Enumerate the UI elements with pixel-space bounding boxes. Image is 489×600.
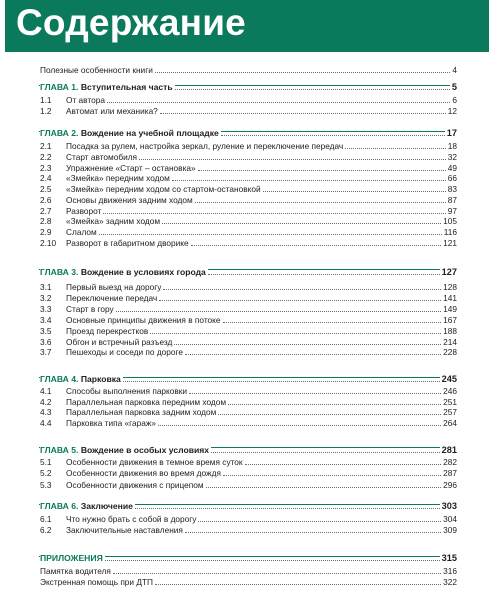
chapter-page-number: 245	[441, 374, 457, 384]
page-number: 309	[443, 525, 457, 535]
section-number: 1.2	[40, 106, 52, 116]
page-number: 251	[443, 397, 457, 407]
section-number: 6.1	[40, 514, 52, 524]
toc-entry	[0, 574, 489, 587]
page-number: 322	[443, 577, 457, 587]
page-number: 167	[443, 315, 457, 325]
leader-dots	[135, 508, 440, 509]
chapter-title	[40, 267, 208, 277]
chapter-page-number: 315	[441, 553, 457, 563]
section-number: 2.10	[40, 238, 57, 248]
entry-title: Проезд перекрестков	[66, 326, 149, 336]
leader-dots	[158, 425, 441, 426]
entry-title: Способы выполнения парковки	[66, 386, 188, 396]
section-number: 2.1	[40, 141, 52, 151]
section-number: 4.4	[40, 418, 52, 428]
leader-dots	[185, 532, 441, 533]
chapter-number: ГЛАВА 6.	[40, 501, 79, 511]
chapter-name: Вождение в условиях города	[80, 267, 206, 277]
chapter-page-number: 17	[446, 128, 457, 138]
entry-title: Заключительные наставления	[66, 525, 183, 535]
page-number: 141	[443, 293, 457, 303]
leader-dots	[155, 72, 450, 73]
entry-title: «Змейка» передним ходом со стартом-остановкой	[66, 184, 261, 194]
section-number: 2.2	[40, 152, 52, 162]
section-number: 3.3	[40, 304, 52, 314]
entry-title: Пешеходы и соседи по дороге	[66, 347, 183, 357]
chapter-number: ГЛАВА 5.	[40, 445, 79, 455]
entry-title: От автора	[66, 95, 105, 105]
chapter-heading	[0, 498, 489, 511]
page-number: 257	[443, 407, 457, 417]
toc-entry	[0, 522, 489, 535]
page-number: 287	[443, 468, 457, 478]
page-number: 6	[452, 95, 457, 105]
toc-entry	[0, 235, 489, 248]
leader-dots	[105, 560, 440, 561]
chapter-number: ГЛАВА 3.	[40, 267, 79, 277]
page-number: 4	[452, 65, 457, 75]
entry-title: Особенности движения с прицепом	[66, 480, 204, 490]
section-number: 3.1	[40, 282, 52, 292]
entry-title: Парковка типа «гараж»	[66, 418, 156, 428]
page-number: 246	[443, 386, 457, 396]
section-number: 5.2	[40, 468, 52, 478]
entry-title: Старт автомобиля	[66, 152, 138, 162]
page-number: 32	[447, 152, 457, 162]
page-number: 87	[447, 195, 457, 205]
entry-title: Первый выезд на дорогу	[66, 282, 162, 292]
section-number: 3.6	[40, 337, 52, 347]
chapter-number: ПРИЛОЖЕНИЯ	[40, 553, 103, 563]
page-number: 214	[443, 337, 457, 347]
chapter-heading	[0, 79, 489, 92]
entry-title: Основы движения задним ходом	[66, 195, 193, 205]
chapter-page-number: 281	[441, 445, 457, 455]
leader-dots	[206, 487, 441, 488]
entry-title: Особенности движения в темное время суток	[66, 457, 243, 467]
page-number: 83	[447, 184, 457, 194]
section-number: 3.4	[40, 315, 52, 325]
chapter-title	[40, 82, 175, 92]
entry-title: «Змейка» задним ходом	[66, 216, 161, 226]
chapter-name: Вступительная часть	[80, 82, 173, 92]
entry-title: Обгон и встречный разъезд	[66, 337, 173, 347]
section-number: 2.3	[40, 163, 52, 173]
section-number: 1.1	[40, 95, 52, 105]
page-number: 49	[447, 163, 457, 173]
entry-title: Разворот	[66, 206, 102, 216]
entry-title: Переключение передач	[66, 293, 158, 303]
chapter-name: Парковка	[80, 374, 121, 384]
entry-title: Основные принципы движения в потоке	[66, 315, 221, 325]
leader-dots	[208, 274, 440, 275]
section-number: 6.2	[40, 525, 52, 535]
page-number: 116	[443, 227, 457, 237]
leader-dots	[221, 135, 445, 136]
entry-title: Особенности движения во время дождя	[66, 468, 221, 478]
leader-dots	[191, 245, 441, 246]
leader-dots	[223, 475, 441, 476]
page-number: 316	[443, 566, 457, 576]
entry-title: Параллельная парковка задним ходом	[66, 407, 217, 417]
page-title: Содержание	[16, 2, 246, 43]
page-number: 121	[443, 238, 457, 248]
leader-dots	[160, 113, 446, 114]
leader-dots	[211, 452, 440, 453]
page-number: 66	[447, 173, 457, 183]
chapter-title	[40, 501, 135, 511]
toc-entry	[0, 477, 489, 490]
page-number: 304	[443, 514, 457, 524]
chapter-page-number: 5	[451, 82, 457, 92]
section-number: 4.3	[40, 407, 52, 417]
chapter-title	[40, 553, 105, 563]
chapter-name: Заключение	[80, 501, 133, 511]
section-number: 2.8	[40, 216, 52, 226]
leader-dots	[185, 354, 441, 355]
section-number: 4.1	[40, 386, 52, 396]
leader-dots	[155, 584, 441, 585]
section-number: 5.3	[40, 480, 52, 490]
section-number: 3.5	[40, 326, 52, 336]
toc-entry	[0, 344, 489, 357]
chapter-page-number: 127	[441, 267, 457, 277]
chapter-page-number: 303	[441, 501, 457, 511]
entry-title: «Змейка» передним ходом	[66, 173, 170, 183]
section-number: 2.7	[40, 206, 52, 216]
toc-entry	[0, 62, 489, 75]
entry-title: Посадка за рулем, настройка зеркал, руление и переключение передач	[66, 141, 344, 151]
page-number: 12	[447, 106, 457, 116]
section-number: 5.1	[40, 457, 52, 467]
entry-title: Упражнение «Старт – остановка»	[66, 163, 196, 173]
chapter-heading	[0, 264, 489, 277]
page-number: 282	[443, 457, 457, 467]
section-number: 3.7	[40, 347, 52, 357]
leader-dots	[175, 89, 450, 90]
section-number: 2.6	[40, 195, 52, 205]
chapter-title	[40, 128, 221, 138]
section-number: 2.5	[40, 184, 52, 194]
chapter-name: Вождение на учебной площадке	[80, 128, 219, 138]
section-number: 4.2	[40, 397, 52, 407]
chapter-heading	[0, 550, 489, 563]
entry-title: Слалом	[66, 227, 97, 237]
entry-title: Параллельная парковка передним ходом	[66, 397, 227, 407]
page-number: 97	[447, 206, 457, 216]
page-number: 188	[443, 326, 457, 336]
entry-title: Что нужно брать с собой в дорогу	[66, 514, 197, 524]
chapter-number: ГЛАВА 4.	[40, 374, 79, 384]
chapter-name: Вождение в особых условиях	[80, 445, 210, 455]
page-number: 264	[443, 418, 457, 428]
section-number: 2.9	[40, 227, 52, 237]
chapter-heading	[0, 125, 489, 138]
entry-title: Памятка водителя	[40, 566, 111, 576]
section-number: 3.2	[40, 293, 52, 303]
page-number: 105	[443, 216, 457, 226]
chapter-number: ГЛАВА 2.	[40, 128, 79, 138]
entry-title: Экстренная помощь при ДТП	[40, 577, 154, 587]
page-number: 228	[443, 347, 457, 357]
toc-entry	[0, 415, 489, 428]
toc-entry	[0, 103, 489, 116]
entry-title: Старт в гору	[66, 304, 114, 314]
leader-dots	[123, 381, 440, 382]
entry-title: Полезные особенности книги	[40, 65, 153, 75]
page-number: 18	[447, 141, 457, 151]
page-number: 128	[443, 282, 457, 292]
chapter-number: ГЛАВА 1.	[40, 82, 79, 92]
entry-title: Разворот в габаритном дворике	[66, 238, 189, 248]
section-number: 2.4	[40, 173, 52, 183]
page-number: 149	[443, 304, 457, 314]
entry-title: Автомат или механика?	[66, 106, 158, 116]
page-number: 296	[443, 480, 457, 490]
